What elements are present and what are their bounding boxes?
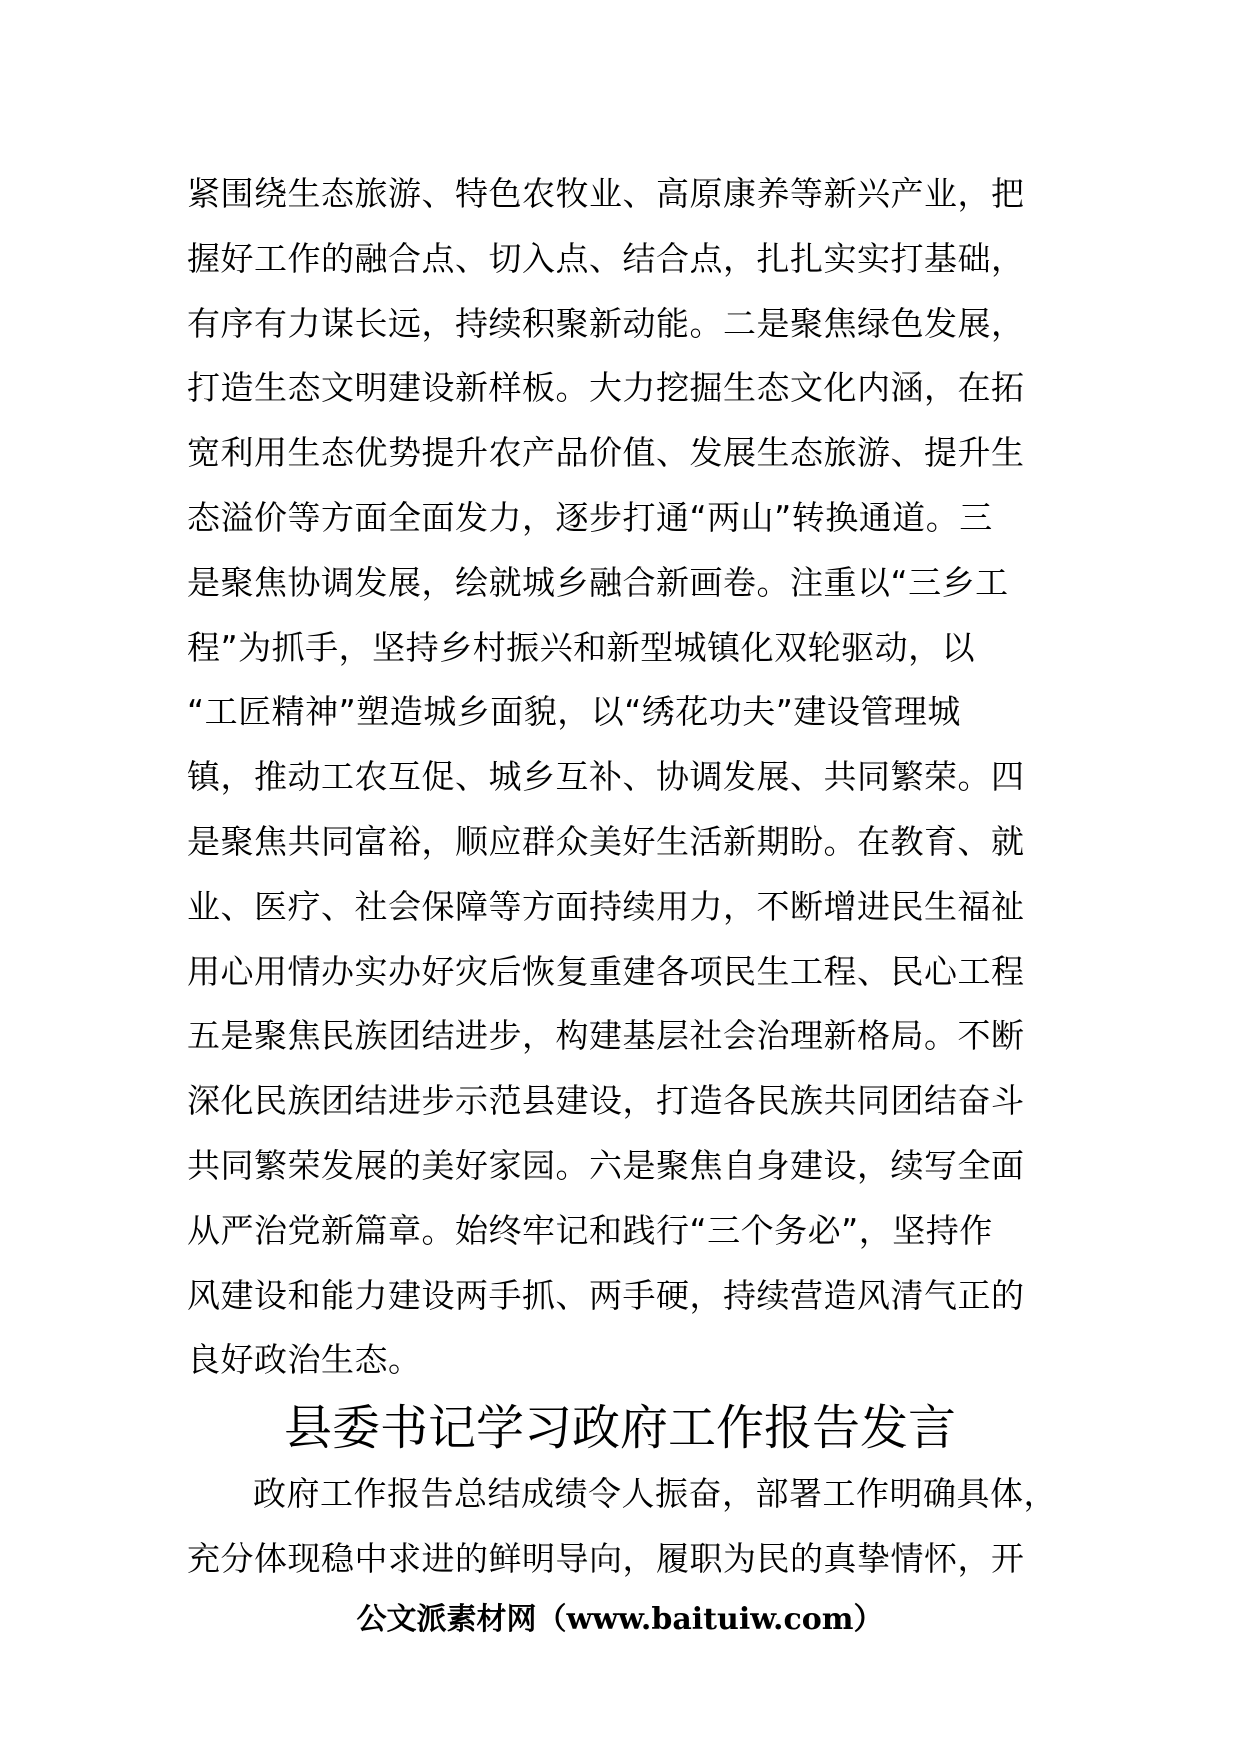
paragraph-2 bbox=[187, 1462, 1087, 1592]
text-line: 镇，推动工农互促、城乡互补、协调发展、共同繁荣。四 bbox=[187, 757, 1025, 797]
text-line: 打造生态文明建设新样板。大力挖掘生态文化内涵，在拓 bbox=[187, 368, 1025, 408]
text-line: 程”为抓手，坚持乡村振兴和新型城镇化双轮驱动，以 bbox=[187, 627, 976, 667]
text-line: 态溢价等方面全面发力，逐步打通“两山”转换通道。三 bbox=[187, 497, 993, 537]
text-line: 政府工作报告总结成绩令人振奋，部署工作明确具体， bbox=[253, 1474, 1057, 1513]
text-line: 业、医疗、社会保障等方面持续用力，不断增进民生福祉 bbox=[187, 886, 1025, 926]
text-line: “工匠精神”塑造城乡面貌，以“绣花功夫”建设管理城 bbox=[187, 692, 961, 732]
text-line: 是聚焦协调发展，绘就城乡融合新画卷。注重以“三乡工 bbox=[187, 562, 1009, 602]
text-line: 良好政治生态。 bbox=[187, 1340, 422, 1380]
text-line: 从严治党新篇章。始终牢记和践行“三个务必”，坚持作 bbox=[187, 1210, 993, 1250]
paragraph-1 bbox=[187, 162, 1067, 1393]
text-line: 宽利用生态优势提升农产品价值、发展生态旅游、提升生 bbox=[187, 433, 1025, 473]
text-line: 用心用情办实办好灾后恢复重建各项民生工程、民心工程 bbox=[187, 951, 1025, 991]
text-line: 有序有力谋长远，持续积聚新动能。二是聚焦绿色发展， bbox=[187, 303, 1025, 343]
text-line: 共同繁荣发展的美好家园。六是聚焦自身建设，续写全面 bbox=[187, 1145, 1025, 1185]
section-title: 县委书记学习政府工作报告发言 bbox=[283, 1400, 956, 1456]
text-line: 是聚焦共同富裕，顺应群众美好生活新期盼。在教育、就 bbox=[187, 821, 1025, 861]
text-line: 握好工作的融合点、切入点、结合点，扎扎实实打基础， bbox=[187, 238, 1025, 278]
text-line: 深化民族团结进步示范县建设，打造各民族共同团结奋斗 bbox=[187, 1081, 1025, 1121]
footer-watermark: 公文派素材网（www.baituiw.com） bbox=[356, 1602, 884, 1637]
text-line: 五是聚焦民族团结进步，构建基层社会治理新格局。不断 bbox=[187, 1016, 1025, 1056]
text-line: 风建设和能力建设两手抓、两手硬，持续营造风清气正的 bbox=[187, 1275, 1025, 1315]
text-line: 充分体现稳中求进的鲜明导向，履职为民的真挚情怀，开 bbox=[187, 1538, 1025, 1578]
text-line: 紧围绕生态旅游、特色农牧业、高原康养等新兴产业，把 bbox=[187, 174, 1025, 213]
